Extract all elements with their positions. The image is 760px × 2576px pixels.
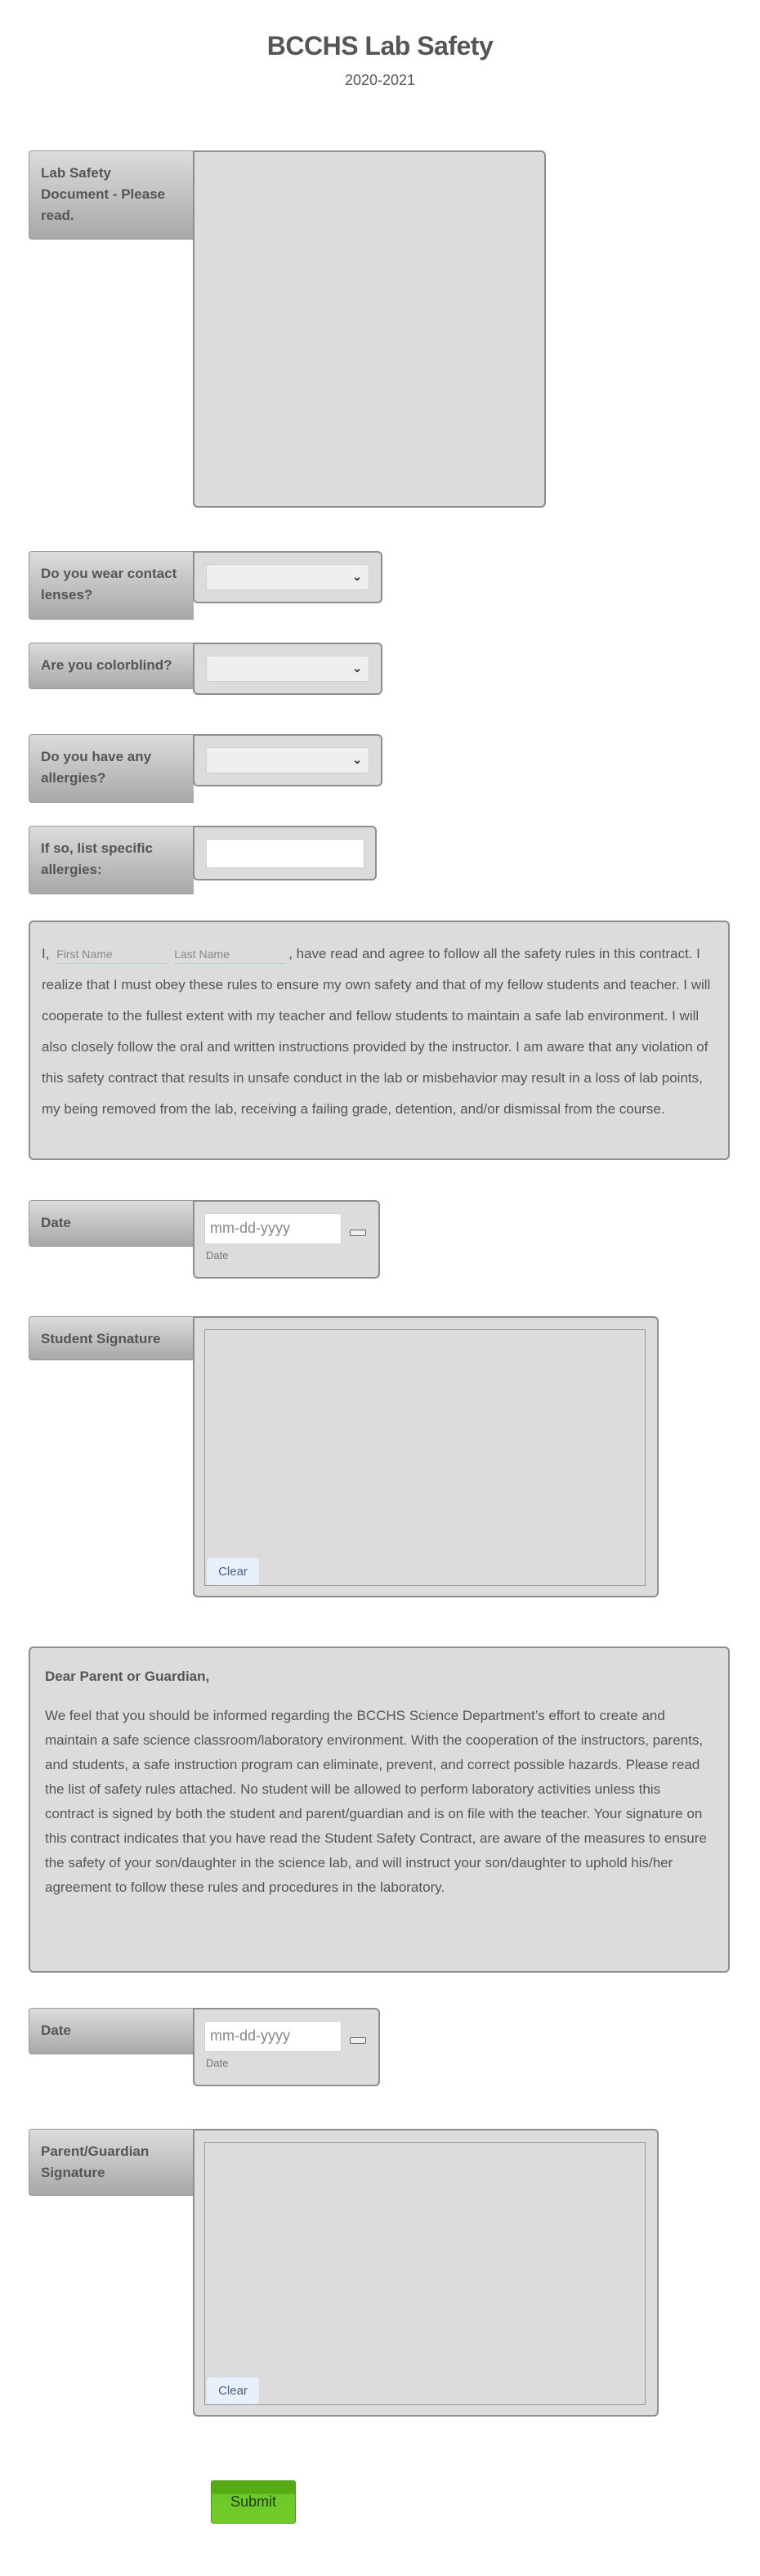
- contact-lenses-select[interactable]: [206, 564, 369, 590]
- chevron-down-icon: ⌄: [352, 570, 362, 583]
- contract-text: , have read and agree to follow all the safety rules in this contract. I realize that I must obey these rules to ensure my own safety and that of my fellow students and teacher. I will cooperate to the fullest extent with my teacher and fellow students to maintain a safe lab environment. I will also closely follow the oral and written instructions provided by the instructor. I am aware that any violation of this safety contract that results in unsafe conduct in the lab or misbehavior may result in a loss of lab points, my being removed from the lab, receiving a failing grade, detention, and/or dismissal from the course.: [42, 946, 711, 1117]
- allergy-list-input[interactable]: [206, 839, 364, 868]
- chevron-down-icon: ⌄: [352, 661, 362, 674]
- letter-body: We feel that you should be informed regarding the BCCHS Science Department’s effort to create and maintain a safe science classroom/laboratory environment. With the cooperation of the instructors, parents, and students, a safe instruction program can eliminate, prevent, and correct possible hazards. Please read the list of safety rules attached. No student will be allowed to perform laboratory activities unless this contract is signed by both the student and parent/guardian and is on file with the teacher. Your signature on this contract indicates that you have read the Student Safety Contract, are aware of the measures to ensure the safety of your son/daughter in the science lab, and will instruct your son/daughter to uphold his/her agreement to follow these rules and procedures in the laboratory.: [45, 1708, 707, 1895]
- colorblind-label: Are you colorblind?: [29, 643, 194, 689]
- student-date-input[interactable]: mm-dd-yyyy: [204, 1213, 342, 1244]
- submit-button[interactable]: Submit: [211, 2480, 296, 2524]
- chevron-down-icon: ⌄: [352, 753, 362, 766]
- parent-date-field: [193, 2008, 380, 2086]
- colorblind-select[interactable]: [206, 656, 369, 682]
- student-signature-clear-button[interactable]: Clear: [207, 1558, 259, 1585]
- contact-lenses-label: Do you wear contact lenses?: [29, 551, 194, 620]
- student-signature-pad[interactable]: [204, 1329, 646, 1586]
- first-name-input[interactable]: First Name: [56, 945, 168, 964]
- contract-panel: [29, 921, 730, 1160]
- allergy-list-label: If so, list specific allergies:: [29, 826, 194, 894]
- allergies-select[interactable]: [206, 747, 369, 773]
- student-signature-label: Student Signature: [29, 1316, 194, 1360]
- parent-signature-label: Parent/Guardian Signature: [29, 2129, 194, 2196]
- parent-signature-field: [193, 2129, 659, 2417]
- document-label: Lab Safety Document - Please read.: [29, 150, 194, 240]
- allergies-field: [193, 734, 382, 786]
- colorblind-field: [193, 643, 382, 695]
- last-name-input[interactable]: Last Name: [174, 945, 285, 964]
- contract-prefix: I,: [42, 946, 50, 961]
- page-subtitle: 2020-2021: [344, 72, 416, 88]
- parent-date-input[interactable]: mm-dd-yyyy: [204, 2021, 342, 2052]
- contact-lenses-field: [193, 551, 382, 603]
- page-title: BCCHS Lab Safety: [266, 31, 494, 60]
- parent-signature-pad[interactable]: [204, 2142, 646, 2405]
- parent-date-sublabel: Date: [206, 2057, 229, 2069]
- student-signature-field: [193, 1316, 659, 1597]
- student-date-label: Date: [29, 1200, 194, 1247]
- parent-signature-clear-button[interactable]: Clear: [207, 2377, 259, 2404]
- parent-letter-panel: [29, 1646, 730, 1973]
- parent-date-label: Date: [29, 2008, 194, 2054]
- document-viewer[interactable]: [193, 150, 546, 508]
- calendar-icon[interactable]: [350, 2037, 366, 2044]
- letter-greeting: Dear Parent or Guardian,: [45, 1669, 210, 1684]
- student-date-field: [193, 1200, 380, 1279]
- allergies-label: Do you have any allergies?: [29, 734, 194, 803]
- calendar-icon[interactable]: [350, 1230, 366, 1236]
- student-date-sublabel: Date: [206, 1249, 229, 1261]
- allergy-list-field: [193, 826, 377, 880]
